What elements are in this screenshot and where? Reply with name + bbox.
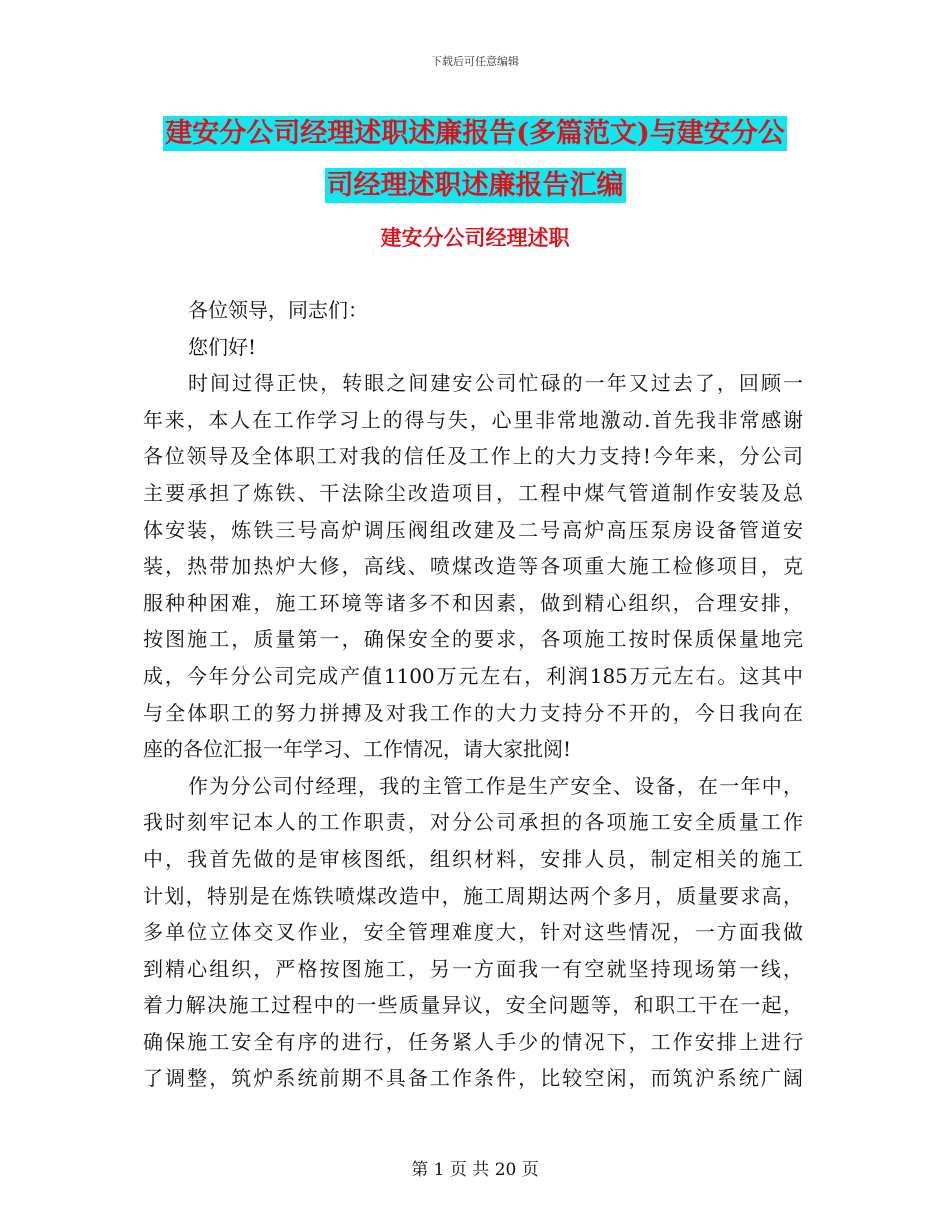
body-line: 座的各位汇报一年学习、工作情况，请大家批阅! (143, 737, 572, 762)
document-body (143, 292, 803, 1097)
document-title (0, 108, 950, 212)
body-line: 中，我首先做的是审核图纸，组织材料，安排人员，制定相关的施工 (143, 846, 803, 871)
body-line: 按图施工，质量第一，确保安全的要求，各项施工按时保质保量地完 (143, 627, 803, 652)
body-line: 作为分公司付经理，我的主管工作是生产安全、设备，在一年中， (188, 773, 803, 798)
document-title-line-2 (0, 160, 950, 212)
body-line: 我时刻牢记本人的工作职责，对分公司承担的各项施工安全质量工作 (143, 810, 803, 835)
body-line: 时间过得正快，转眼之间建安公司忙碌的一年又过去了，回顾一 (188, 371, 803, 396)
body-line: 确保施工安全有序的进行，任务紧人手少的情况下，工作安排上进行 (143, 1029, 803, 1054)
body-line: 到精心组织，严格按图施工，另一方面我一有空就坚持现场第一线， (143, 956, 803, 981)
body-line: 计划，特别是在炼铁喷煤改造中，施工周期达两个多月，质量要求高， (143, 883, 803, 908)
body-line: 了调整，筑炉系统前期不具备工作条件，比较空闲，而筑沪系统广阔 (143, 1066, 803, 1091)
body-line: 各位领导及全体职工对我的信任及工作上的大力支持!今年来，分公司 (143, 444, 803, 469)
section-title: 建安分公司经理述职 (380, 225, 570, 250)
title-highlight-1: 建安分公司经理述职述廉报告(多篇范文)与建安分公 (165, 118, 785, 149)
body-line: 年来，本人在工作学习上的得与失，心里非常地激动.首先我非常感谢 (143, 407, 803, 432)
body-line: 主要承担了炼铁、干法除尘改造项目，工程中煤气管道制作安装及总 (143, 480, 803, 505)
body-line: 着力解决施工过程中的一些质量异议，安全问题等，和职工干在一起， (143, 993, 803, 1018)
body-line: 成，今年分公司完成产值1100万元左右，利润185万元左右。这其中 (143, 663, 803, 688)
body-line: 服种种困难，施工环境等诸多不和因素，做到精心组织，合理安排， (143, 590, 803, 615)
header-note: 下载后可任意编辑 (431, 55, 519, 68)
page-footer: 第 1 页 共 20 页 (411, 1160, 539, 1180)
body-line: 各位领导，同志们： (188, 298, 368, 322)
body-line: 多单位立体交叉作业，安全管理难度大，针对这些情况，一方面我做 (143, 920, 803, 945)
title-highlight-2: 司经理述职述廉报告汇编 (326, 170, 624, 201)
document-title-line-1 (0, 108, 950, 160)
body-line: 体安装，炼铁三号高炉调压阀组改建及二号高炉高压泵房设备管道安 (143, 517, 803, 542)
body-line: 您们好! (188, 334, 257, 359)
body-line: 与全体职工的努力拼搏及对我工作的大力支持分不开的，今日我向在 (143, 700, 803, 725)
body-line: 装，热带加热炉大修，高线、喷煤改造等各项重大施工检修项目，克 (143, 554, 803, 579)
